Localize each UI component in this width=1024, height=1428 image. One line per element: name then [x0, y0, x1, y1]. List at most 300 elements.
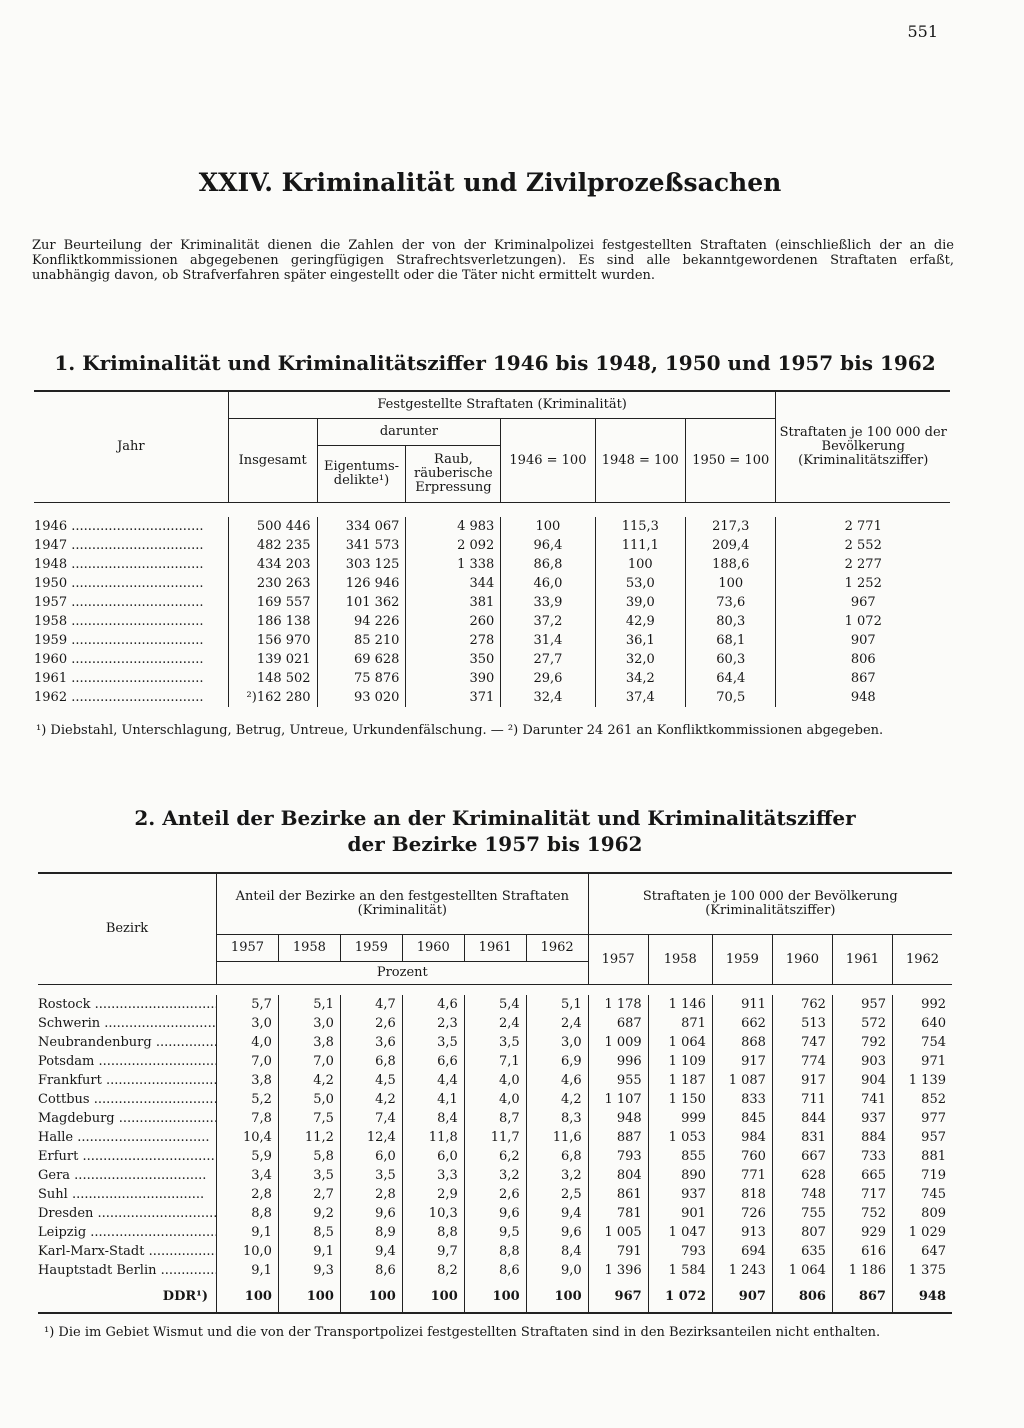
anteil-year-1962: 1962	[526, 935, 588, 962]
cell-ziffer: 904	[832, 1071, 892, 1090]
table-row	[34, 574, 950, 593]
table2-title-line2: der Bezirke 1957 bis 1962	[347, 832, 643, 856]
cell-anteil: 10,0	[217, 1242, 279, 1261]
cell-ziffer: 647	[921, 1244, 946, 1259]
cell-anteil: 100	[340, 1280, 402, 1313]
cell-ziffer: 907	[850, 633, 876, 648]
cell-ziffer: 748	[772, 1185, 832, 1204]
cell-ziffer: 852	[921, 1092, 946, 1107]
cell-ziffer: 806	[850, 652, 876, 667]
cell-ziffer: 948	[918, 1288, 946, 1304]
cell-ziffer: 760	[712, 1147, 772, 1166]
cell-ziffer: 616	[832, 1242, 892, 1261]
cell-ziffer: 635	[772, 1242, 832, 1261]
cell-anteil: 2,7	[278, 1185, 340, 1204]
table-row	[34, 631, 950, 650]
cell-raub: 4 983	[406, 517, 501, 536]
year-label: 1957	[34, 595, 68, 610]
cell-eigentum: 85 210	[317, 631, 406, 650]
table-row	[34, 555, 950, 574]
table-row	[38, 1261, 952, 1280]
row-label	[38, 1071, 217, 1090]
cell-ziffer: 887	[588, 1128, 648, 1147]
cell-ziffer: 804	[588, 1166, 648, 1185]
cell-anteil: 4,5	[340, 1071, 402, 1090]
cell-raub: 381	[406, 593, 501, 612]
cell-anteil: 6,6	[402, 1052, 464, 1071]
cell-ziffer: 844	[772, 1109, 832, 1128]
ziffer-year-1957: 1957	[588, 935, 648, 985]
cell-anteil: 5,1	[526, 995, 588, 1014]
cell-anteil: 4,7	[340, 995, 402, 1014]
cell-anteil: 3,5	[464, 1033, 526, 1052]
cell-ziffer: 1 005	[588, 1223, 648, 1242]
cell-ziffer: 867	[850, 671, 876, 686]
year-label: 1947	[34, 538, 68, 553]
anteil-year-1958: 1958	[278, 935, 340, 962]
cell-i1948: 42,9	[595, 612, 685, 631]
cell-anteil: 3,5	[340, 1166, 402, 1185]
table-row	[34, 593, 950, 612]
t1-head-jahr: Jahr	[34, 391, 228, 503]
cell-eigentum: 75 876	[317, 669, 406, 688]
cell-anteil: 6,9	[526, 1052, 588, 1071]
table-row	[38, 1166, 952, 1185]
row-label	[34, 631, 228, 650]
intro-paragraph: Zur Beurteilung der Kriminalität dienen die Zahlen der von der Kriminalpolizei festgestellten Straftaten (einschließlich der an die Konfliktkommissionen abgegebenen geringfügigen Strafrechtsverletzungen). Es sind alle bekanntgewordenen Straftaten erfaßt, unabhängig davon, ob Strafverfahren später eingestellt oder die Täter nicht ermittelt wurden.	[32, 238, 954, 283]
cell-ziffer: 855	[648, 1147, 712, 1166]
table1-footnote: ¹) Diebstahl, Unterschlagung, Betrug, Untreue, Urkundenfälschung. — ²) Darunter 24 261 an Konfliktkommissionen abgegeben.	[36, 723, 884, 738]
table1-body	[34, 503, 950, 708]
cell-anteil: 8,8	[464, 1242, 526, 1261]
cell-i1946: 27,7	[501, 650, 595, 669]
cell-anteil: 3,8	[217, 1071, 279, 1090]
ziffer-year-1958: 1958	[648, 935, 712, 985]
row-label	[38, 1052, 217, 1071]
cell-anteil: 9,6	[340, 1204, 402, 1223]
cell-ziffer: 1 087	[712, 1071, 772, 1090]
cell-eigentum: 101 362	[317, 593, 406, 612]
cell-ziffer: 937	[832, 1109, 892, 1128]
cell-anteil: 2,4	[526, 1014, 588, 1033]
cell-i1950: 188,6	[686, 555, 776, 574]
cell-ziffer: 791	[588, 1242, 648, 1261]
ziffer-year-1959: 1959	[712, 935, 772, 985]
cell-eigentum: 303 125	[317, 555, 406, 574]
cell-i1950: 73,6	[686, 593, 776, 612]
t2-head-prozent: Prozent	[217, 962, 589, 985]
cell-anteil: 12,4	[340, 1128, 402, 1147]
table-row	[38, 995, 952, 1014]
cell-anteil: 9,0	[526, 1261, 588, 1280]
cell-anteil: 4,2	[278, 1071, 340, 1090]
cell-anteil: 9,6	[526, 1223, 588, 1242]
year-label: 1950	[34, 576, 68, 591]
cell-insgesamt: 186 138	[228, 612, 317, 631]
cell-insgesamt: 230 263	[228, 574, 317, 593]
cell-ziffer: 1 109	[648, 1052, 712, 1071]
year-label: 1958	[34, 614, 68, 629]
cell-anteil: 9,4	[526, 1204, 588, 1223]
cell-raub: 390	[406, 669, 501, 688]
t2-head-ziffer: Straftaten je 100 000 der Bevölkerung (Kriminalitätsziffer)	[588, 873, 952, 935]
cell-i1950: 68,1	[686, 631, 776, 650]
cell-ziffer: 833	[712, 1090, 772, 1109]
row-label	[38, 1128, 217, 1147]
cell-i1948: 53,0	[595, 574, 685, 593]
bezirk-label: Neubrandenburg	[38, 1035, 152, 1050]
cell-anteil: 3,5	[278, 1166, 340, 1185]
row-label	[34, 650, 228, 669]
t1-head-idx1948: 1948 = 100	[595, 419, 685, 503]
cell-anteil: 4,2	[526, 1090, 588, 1109]
cell-ziffer: 1 047	[648, 1223, 712, 1242]
cell-i1950: 70,5	[686, 688, 776, 707]
cell-anteil: 4,1	[402, 1090, 464, 1109]
anteil-year-1961: 1961	[464, 935, 526, 962]
cell-ziffer: 741	[832, 1090, 892, 1109]
cell-anteil: 11,6	[526, 1128, 588, 1147]
cell-i1946: 100	[501, 517, 595, 536]
cell-raub: 278	[406, 631, 501, 650]
cell-ziffer: 1 072	[648, 1280, 712, 1313]
cell-anteil: 8,8	[402, 1223, 464, 1242]
anteil-year-1959: 1959	[340, 935, 402, 962]
cell-anteil: 3,2	[464, 1166, 526, 1185]
cell-anteil: 9,6	[464, 1204, 526, 1223]
cell-anteil: 100	[464, 1280, 526, 1313]
bezirk-label: Gera	[38, 1168, 71, 1183]
cell-ziffer: 665	[832, 1166, 892, 1185]
cell-anteil: 10,3	[402, 1204, 464, 1223]
t1-head-idx1950: 1950 = 100	[686, 419, 776, 503]
table2-title-line1: 2. Anteil der Bezirke an der Kriminalität und Kriminalitätsziffer	[134, 806, 856, 830]
cell-ziffer: 907	[712, 1280, 772, 1313]
cell-i1948: 36,1	[595, 631, 685, 650]
intro-text	[32, 238, 954, 283]
cell-i1950: 60,3	[686, 650, 776, 669]
cell-ziffer: 1 187	[648, 1071, 712, 1090]
row-label	[34, 688, 228, 707]
cell-anteil: 9,4	[340, 1242, 402, 1261]
cell-ziffer: 977	[921, 1111, 946, 1126]
table-row	[38, 1052, 952, 1071]
cell-ziffer: 792	[832, 1033, 892, 1052]
cell-anteil: 9,5	[464, 1223, 526, 1242]
cell-ziffer: 1 150	[648, 1090, 712, 1109]
cell-anteil: 3,8	[278, 1033, 340, 1052]
row-label	[38, 1033, 217, 1052]
year-label: 1962	[34, 690, 68, 705]
t1-head-insgesamt: Insgesamt	[228, 419, 317, 503]
row-label	[34, 517, 228, 536]
cell-anteil: 4,4	[402, 1071, 464, 1090]
cell-ziffer: 1 107	[588, 1090, 648, 1109]
row-label	[34, 612, 228, 631]
cell-i1946: 96,4	[501, 536, 595, 555]
cell-ziffer: 687	[588, 1014, 648, 1033]
cell-insgesamt: 482 235	[228, 536, 317, 555]
table-row	[34, 612, 950, 631]
cell-eigentum: 94 226	[317, 612, 406, 631]
table-row	[38, 1242, 952, 1261]
t1-head-eigentum: Eigentums-delikte¹)	[317, 446, 406, 503]
t1-head-festgestellte: Festgestellte Straftaten (Kriminalität)	[228, 391, 776, 419]
cell-raub: 350	[406, 650, 501, 669]
table-row	[38, 1185, 952, 1204]
cell-ziffer: 917	[772, 1071, 832, 1090]
cell-eigentum: 341 573	[317, 536, 406, 555]
bezirk-label: Halle	[38, 1130, 74, 1145]
cell-ziffer: 957	[921, 1130, 946, 1145]
cell-anteil: 2,3	[402, 1014, 464, 1033]
cell-ziffer: 1 375	[908, 1263, 946, 1278]
year-label: 1959	[34, 633, 68, 648]
ziffer-year-1961: 1961	[832, 935, 892, 985]
cell-insgesamt: 148 502	[228, 669, 317, 688]
cell-insgesamt: 434 203	[228, 555, 317, 574]
cell-ziffer: 1 009	[588, 1033, 648, 1052]
page-number: 551	[907, 22, 938, 41]
cell-insgesamt: 169 557	[228, 593, 317, 612]
cell-anteil: 6,2	[464, 1147, 526, 1166]
cell-ziffer: 1 178	[588, 995, 648, 1014]
cell-anteil: 100	[278, 1280, 340, 1313]
cell-i1950: 64,4	[686, 669, 776, 688]
bezirk-label: Leipzig	[38, 1225, 87, 1240]
cell-anteil: 8,2	[402, 1261, 464, 1280]
cell-eigentum: 93 020	[317, 688, 406, 707]
cell-i1946: 31,4	[501, 631, 595, 650]
cell-anteil: 3,0	[278, 1014, 340, 1033]
cell-i1948: 115,3	[595, 517, 685, 536]
cell-ziffer: 771	[712, 1166, 772, 1185]
cell-i1950: 100	[686, 574, 776, 593]
cell-ziffer: 1 029	[908, 1225, 946, 1240]
cell-anteil: 100	[526, 1280, 588, 1313]
cell-ziffer: 726	[712, 1204, 772, 1223]
cell-ziffer: 1 396	[588, 1261, 648, 1280]
cell-ziffer: 1 139	[908, 1073, 946, 1088]
cell-anteil: 5,8	[278, 1147, 340, 1166]
cell-anteil: 11,8	[402, 1128, 464, 1147]
cell-anteil: 2,6	[340, 1014, 402, 1033]
cell-i1948: 32,0	[595, 650, 685, 669]
year-label: 1961	[34, 671, 68, 686]
cell-anteil: 9,1	[217, 1261, 279, 1280]
table-row	[34, 669, 950, 688]
cell-anteil: 7,1	[464, 1052, 526, 1071]
cell-anteil: 4,6	[402, 995, 464, 1014]
bezirk-label: Frankfurt	[38, 1073, 102, 1088]
cell-anteil: 6,0	[340, 1147, 402, 1166]
table-row	[38, 1109, 952, 1128]
row-label	[38, 1014, 217, 1033]
year-label: 1946	[34, 519, 68, 534]
cell-anteil: 3,4	[217, 1166, 279, 1185]
cell-anteil: 8,3	[526, 1109, 588, 1128]
cell-ziffer: 774	[772, 1052, 832, 1071]
table-row	[34, 517, 950, 536]
cell-ziffer: 733	[832, 1147, 892, 1166]
cell-anteil: 5,1	[278, 995, 340, 1014]
cell-raub: 1 338	[406, 555, 501, 574]
cell-anteil: 2,6	[464, 1185, 526, 1204]
cell-ziffer: 747	[772, 1033, 832, 1052]
cell-anteil: 4,0	[464, 1071, 526, 1090]
ziffer-year-1960: 1960	[772, 935, 832, 985]
cell-ziffer: 971	[921, 1054, 946, 1069]
cell-ziffer: 762	[772, 995, 832, 1014]
cell-anteil: 2,5	[526, 1185, 588, 1204]
table2-title	[0, 805, 990, 857]
table1-title: 1. Kriminalität und Kriminalitätsziffer 1946 bis 1948, 1950 und 1957 bis 1962	[54, 351, 936, 375]
t2-head-anteil: Anteil der Bezirke an den festgestellten Straftaten (Kriminalität)	[217, 873, 589, 935]
cell-i1950: 209,4	[686, 536, 776, 555]
cell-anteil: 10,4	[217, 1128, 279, 1147]
table-row	[38, 1090, 952, 1109]
bezirk-label: DDR¹)	[162, 1288, 208, 1304]
cell-ziffer: 948	[588, 1109, 648, 1128]
cell-ziffer: 911	[712, 995, 772, 1014]
bezirk-label: Erfurt	[38, 1149, 79, 1164]
chapter-title: XXIV. Kriminalität und Zivilprozeßsachen	[198, 168, 782, 197]
cell-anteil: 9,7	[402, 1242, 464, 1261]
cell-ziffer: 818	[712, 1185, 772, 1204]
cell-i1946: 29,6	[501, 669, 595, 688]
cell-anteil: 7,0	[217, 1052, 279, 1071]
cell-ziffer: 1 584	[648, 1261, 712, 1280]
cell-anteil: 5,4	[464, 995, 526, 1014]
cell-ziffer: 717	[832, 1185, 892, 1204]
bezirk-label: Rostock	[38, 997, 91, 1012]
row-label	[38, 1261, 217, 1280]
table2-body	[38, 985, 952, 1314]
cell-ziffer: 845	[712, 1109, 772, 1128]
cell-ziffer: 917	[712, 1052, 772, 1071]
cell-ziffer: 937	[648, 1185, 712, 1204]
row-label	[38, 1204, 217, 1223]
cell-ziffer: 901	[648, 1204, 712, 1223]
table-row	[38, 1071, 952, 1090]
table-row	[34, 650, 950, 669]
cell-i1946: 86,8	[501, 555, 595, 574]
anteil-year-1957: 1957	[217, 935, 279, 962]
total-row	[38, 1280, 952, 1313]
cell-ziffer: 572	[832, 1014, 892, 1033]
cell-ziffer: 745	[921, 1187, 946, 1202]
cell-anteil: 2,4	[464, 1014, 526, 1033]
cell-anteil: 8,6	[464, 1261, 526, 1280]
cell-ziffer: 884	[832, 1128, 892, 1147]
bezirk-label: Magdeburg	[38, 1111, 115, 1126]
cell-anteil: 5,9	[217, 1147, 279, 1166]
cell-anteil: 100	[402, 1280, 464, 1313]
row-label	[34, 555, 228, 574]
cell-ziffer: 1 072	[844, 614, 882, 629]
cell-ziffer: 781	[588, 1204, 648, 1223]
cell-ziffer: 793	[648, 1242, 712, 1261]
cell-anteil: 2,9	[402, 1185, 464, 1204]
cell-anteil: 9,2	[278, 1204, 340, 1223]
cell-raub: 344	[406, 574, 501, 593]
cell-ziffer: 955	[588, 1071, 648, 1090]
cell-ziffer: 662	[712, 1014, 772, 1033]
cell-anteil: 5,7	[217, 995, 279, 1014]
cell-anteil: 7,4	[340, 1109, 402, 1128]
cell-i1946: 32,4	[501, 688, 595, 707]
row-label	[38, 1147, 217, 1166]
cell-insgesamt: ²)162 280	[228, 688, 317, 707]
year-label: 1948	[34, 557, 68, 572]
bezirk-label: Cottbus	[38, 1092, 90, 1107]
bezirk-label: Suhl	[38, 1187, 68, 1202]
cell-ziffer: 1 243	[712, 1261, 772, 1280]
cell-ziffer: 992	[921, 997, 946, 1012]
cell-anteil: 8,6	[340, 1261, 402, 1280]
cell-ziffer: 809	[921, 1206, 946, 1221]
bezirk-label: Karl-Marx-Stadt	[38, 1244, 145, 1259]
cell-anteil: 100	[217, 1280, 279, 1313]
cell-i1948: 111,1	[595, 536, 685, 555]
t1-head-ziffer: Straftaten je 100 000 der Bevölkerung (Kriminalitätsziffer)	[779, 425, 947, 468]
cell-i1948: 39,0	[595, 593, 685, 612]
cell-ziffer: 1 053	[648, 1128, 712, 1147]
cell-ziffer: 1 252	[844, 576, 882, 591]
cell-anteil: 3,0	[526, 1033, 588, 1052]
cell-anteil: 3,5	[402, 1033, 464, 1052]
table-row	[34, 688, 950, 707]
cell-insgesamt: 156 970	[228, 631, 317, 650]
anteil-year-1960: 1960	[402, 935, 464, 962]
cell-ziffer: 754	[921, 1035, 946, 1050]
table2	[38, 872, 952, 1314]
cell-ziffer: 996	[588, 1052, 648, 1071]
cell-anteil: 3,2	[526, 1166, 588, 1185]
cell-ziffer: 694	[712, 1242, 772, 1261]
cell-anteil: 6,0	[402, 1147, 464, 1166]
cell-ziffer: 913	[712, 1223, 772, 1242]
row-label	[38, 1280, 217, 1313]
cell-anteil: 9,1	[217, 1223, 279, 1242]
row-label	[34, 593, 228, 612]
cell-i1948: 34,2	[595, 669, 685, 688]
cell-ziffer: 711	[772, 1090, 832, 1109]
table1	[34, 390, 950, 707]
cell-eigentum: 69 628	[317, 650, 406, 669]
cell-ziffer: 984	[712, 1128, 772, 1147]
cell-ziffer: 967	[588, 1280, 648, 1313]
cell-ziffer: 871	[648, 1014, 712, 1033]
table-row	[38, 1033, 952, 1052]
cell-i1946: 37,2	[501, 612, 595, 631]
row-label	[38, 1185, 217, 1204]
cell-ziffer: 806	[772, 1280, 832, 1313]
cell-insgesamt: 500 446	[228, 517, 317, 536]
cell-ziffer: 881	[921, 1149, 946, 1164]
cell-i1946: 46,0	[501, 574, 595, 593]
bezirk-label: Potsdam	[38, 1054, 95, 1069]
cell-ziffer: 868	[712, 1033, 772, 1052]
row-label	[38, 1109, 217, 1128]
cell-ziffer: 807	[772, 1223, 832, 1242]
cell-ziffer: 967	[850, 595, 876, 610]
cell-i1946: 33,9	[501, 593, 595, 612]
t1-head-idx1946: 1946 = 100	[501, 419, 595, 503]
table-row	[38, 1128, 952, 1147]
cell-i1948: 100	[595, 555, 685, 574]
cell-ziffer: 831	[772, 1128, 832, 1147]
